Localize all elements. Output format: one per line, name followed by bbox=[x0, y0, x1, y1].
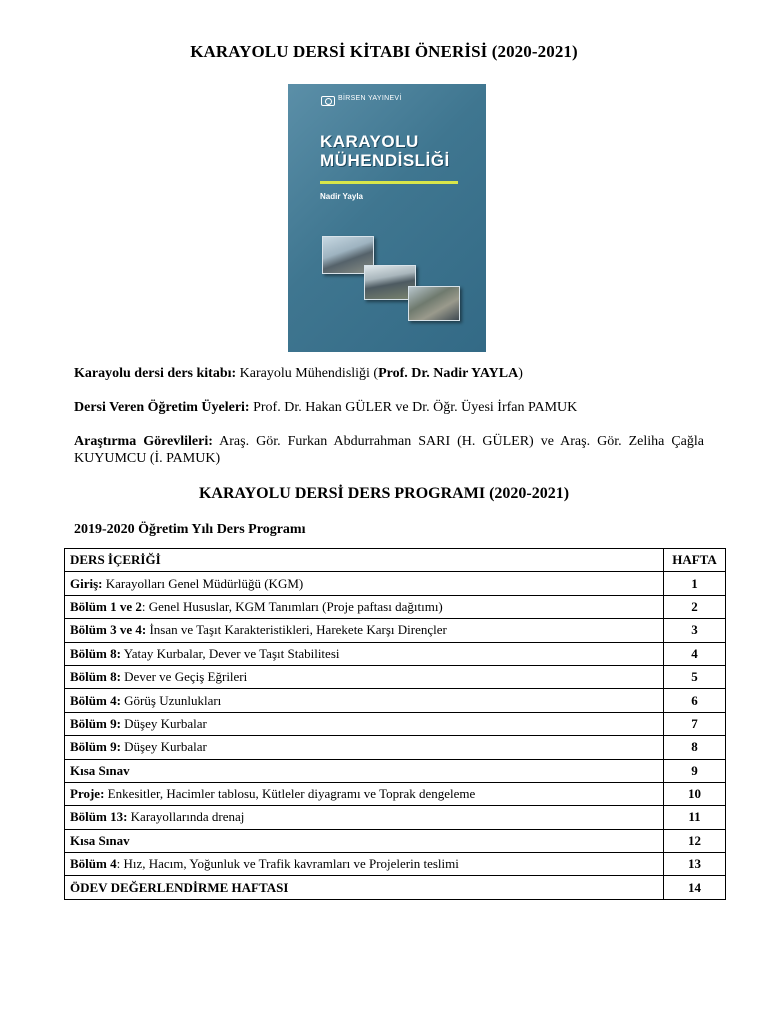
faculty-value: Prof. Dr. Hakan GÜLER ve Dr. Öğr. Üyesi İrfan PAMUK bbox=[249, 400, 578, 415]
textbook-title: Karayolu Mühendisliği ( bbox=[236, 366, 379, 381]
header-week: HAFTA bbox=[664, 549, 726, 572]
row-content bbox=[65, 642, 664, 665]
assistants-value: Araş. Gör. Furkan Abdurrahman SARI (H. GÜLER) ve Araş. Gör. Zeliha Çağla KUYUMCU (İ. PAMUK) bbox=[74, 434, 704, 466]
row-content bbox=[65, 665, 664, 688]
row-week: 13 bbox=[664, 853, 726, 876]
row-week: 10 bbox=[664, 782, 726, 805]
row-topic: : Genel Hususlar, KGM Tanımları (Proje paftası dağıtımı) bbox=[141, 598, 443, 614]
table-row bbox=[65, 782, 726, 805]
table-row bbox=[65, 642, 726, 665]
program-title: KARAYOLU DERSİ DERS PROGRAMI (2020-2021) bbox=[198, 485, 570, 502]
row-topic: İnsan ve Taşıt Karakteristikleri, Harekete Karşı Dirençler bbox=[146, 622, 447, 638]
faculty-line bbox=[74, 399, 704, 416]
row-section-label: Proje: bbox=[70, 786, 105, 802]
row-week: 12 bbox=[664, 829, 726, 852]
table-row bbox=[65, 759, 726, 782]
row-topic: Düşey Kurbalar bbox=[120, 739, 207, 755]
row-content bbox=[65, 712, 664, 735]
program-subtitle: 2019-2020 Öğretim Yılı Ders Programı bbox=[74, 522, 306, 537]
row-section-label: Bölüm 9: bbox=[70, 739, 121, 755]
row-week: 6 bbox=[664, 689, 726, 712]
row-content bbox=[65, 829, 664, 852]
row-content bbox=[65, 853, 664, 876]
row-topic: Karayolları Genel Müdürlüğü (KGM) bbox=[102, 575, 304, 591]
row-content bbox=[65, 595, 664, 618]
row-topic: Dever ve Geçiş Eğrileri bbox=[120, 669, 248, 685]
publisher-logo-icon bbox=[321, 96, 335, 106]
row-week: 3 bbox=[664, 619, 726, 642]
row-content bbox=[65, 736, 664, 759]
cover-author: Nadir Yayla bbox=[320, 192, 363, 201]
row-section-label: Bölüm 8: bbox=[70, 669, 121, 685]
table-row bbox=[65, 736, 726, 759]
row-section-label: Kısa Sınav bbox=[70, 832, 130, 848]
table-row bbox=[65, 712, 726, 735]
row-section-label: Bölüm 4: bbox=[70, 692, 121, 708]
row-content bbox=[65, 876, 664, 899]
cover-title-line1: KARAYOLU bbox=[320, 132, 419, 151]
header-content: DERS İÇERİĞİ bbox=[65, 549, 664, 572]
cover-divider bbox=[320, 181, 458, 184]
row-week: 5 bbox=[664, 665, 726, 688]
assistants-label: Araştırma Görevlileri: bbox=[74, 434, 213, 449]
table-header-row bbox=[65, 549, 726, 572]
row-section-label: Bölüm 13: bbox=[70, 809, 128, 825]
row-week: 11 bbox=[664, 806, 726, 829]
row-section-label: Bölüm 4 bbox=[70, 856, 117, 872]
row-section-label: Kısa Sınav bbox=[70, 762, 130, 778]
row-content bbox=[65, 806, 664, 829]
row-content bbox=[65, 782, 664, 805]
row-week: 7 bbox=[664, 712, 726, 735]
table-row bbox=[65, 595, 726, 618]
row-section-label: ÖDEV DEĞERLENDİRME HAFTASI bbox=[70, 879, 289, 895]
textbook-author: Prof. Dr. Nadir YAYLA bbox=[378, 366, 519, 381]
table-row bbox=[65, 619, 726, 642]
row-section-label: Giriş: bbox=[70, 575, 103, 591]
table-row bbox=[65, 853, 726, 876]
row-section-label: Bölüm 3 ve 4: bbox=[70, 622, 147, 638]
row-topic: Karayollarında drenaj bbox=[127, 809, 245, 825]
page-title: KARAYOLU DERSİ KİTABI ÖNERİSİ (2020-2021) bbox=[190, 42, 578, 61]
row-section-label: Bölüm 1 ve 2 bbox=[70, 598, 142, 614]
table-row bbox=[65, 829, 726, 852]
row-week: 4 bbox=[664, 642, 726, 665]
row-topic: Düşey Kurbalar bbox=[120, 715, 207, 731]
row-content bbox=[65, 619, 664, 642]
row-topic: Enkesitler, Hacimler tablosu, Kütleler diyagramı ve Toprak dengeleme bbox=[104, 786, 476, 802]
row-week: 1 bbox=[664, 572, 726, 595]
cover-photo-highway-3 bbox=[408, 286, 460, 321]
table-row bbox=[65, 665, 726, 688]
row-section-label: Bölüm 8: bbox=[70, 645, 121, 661]
table-row bbox=[65, 806, 726, 829]
row-content bbox=[65, 572, 664, 595]
table-row bbox=[65, 876, 726, 899]
row-section-label: Bölüm 9: bbox=[70, 715, 121, 731]
row-week: 14 bbox=[664, 876, 726, 899]
cover-title-line2: MÜHENDİSLİĞİ bbox=[320, 151, 450, 170]
assistants-line bbox=[74, 433, 704, 467]
textbook-close: ) bbox=[518, 366, 523, 381]
row-topic: Yatay Kurbalar, Dever ve Taşıt Stabilitesi bbox=[120, 645, 340, 661]
table-row bbox=[65, 572, 726, 595]
table-row bbox=[65, 689, 726, 712]
row-week: 9 bbox=[664, 759, 726, 782]
faculty-label: Dersi Veren Öğretim Üyeleri: bbox=[74, 400, 250, 415]
row-week: 2 bbox=[664, 595, 726, 618]
textbook-line bbox=[74, 365, 704, 382]
textbook-label: Karayolu dersi ders kitabı: bbox=[74, 366, 237, 381]
row-content bbox=[65, 689, 664, 712]
row-content bbox=[65, 759, 664, 782]
row-topic: : Hız, Hacım, Yoğunluk ve Trafik kavramları ve Projelerin teslimi bbox=[116, 856, 459, 872]
course-schedule-table bbox=[64, 548, 726, 900]
row-topic: Görüş Uzunlukları bbox=[120, 692, 222, 708]
cover-publisher: BİRSEN YAYINEVİ bbox=[338, 95, 402, 102]
book-cover-image bbox=[288, 84, 486, 352]
row-week: 8 bbox=[664, 736, 726, 759]
